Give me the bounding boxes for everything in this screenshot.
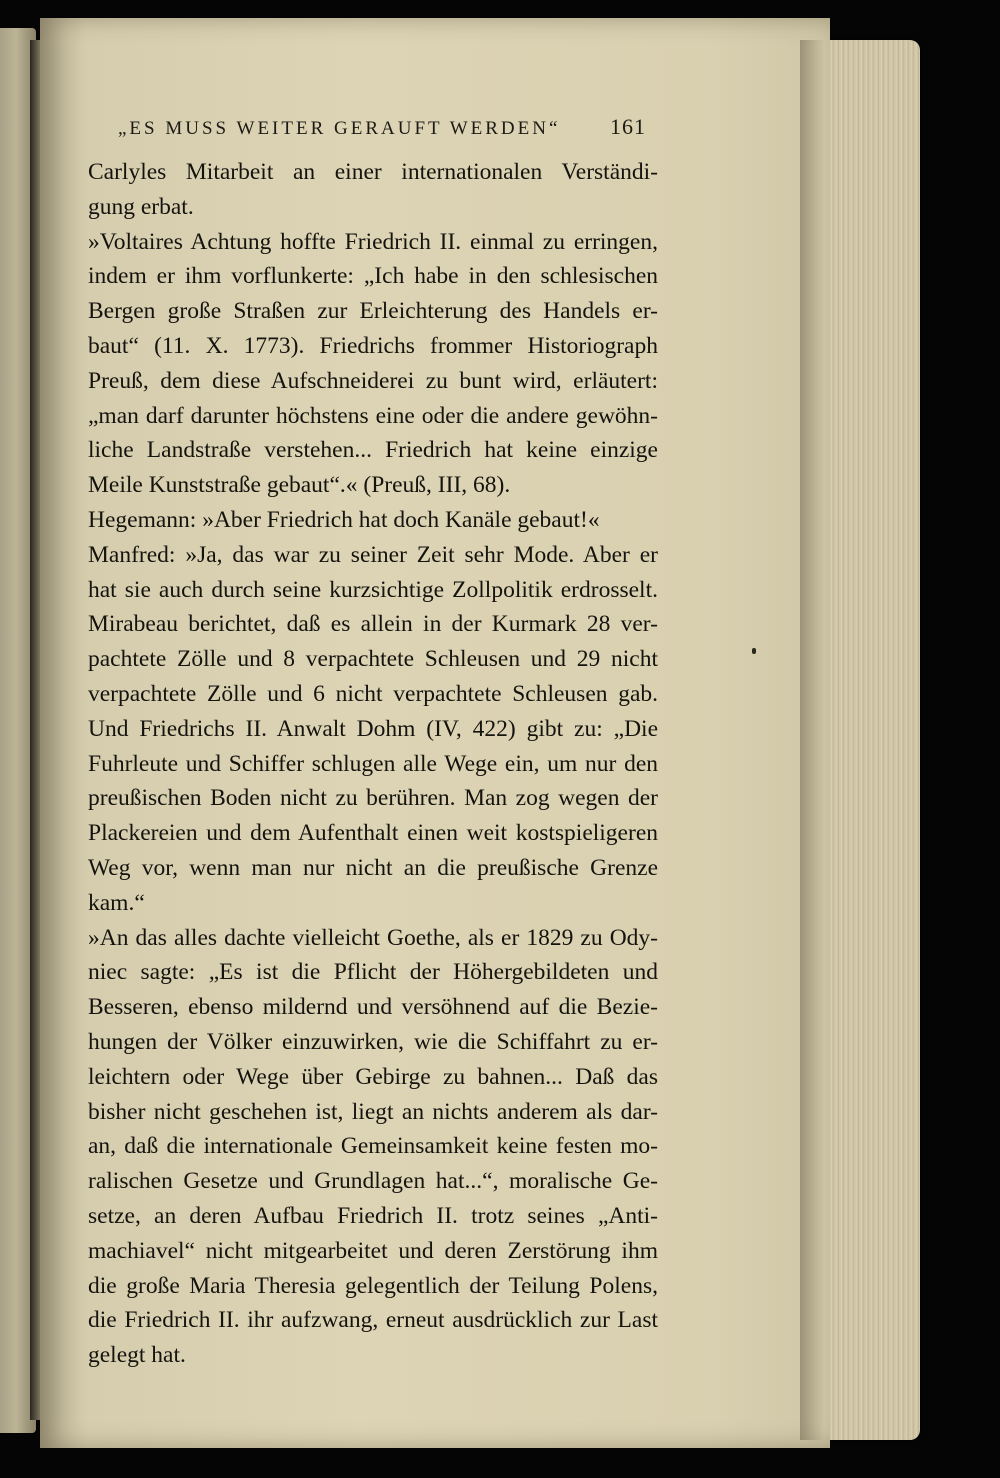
text-line: die Friedrich II. ihr aufzwang, erneut ausdrücklich zur Last [88,1307,658,1334]
body-text [88,155,658,1373]
text-line: ralischen Gesetze und Grundlagen hat...“, moralische Ge- [88,1168,658,1195]
text-line: Mirabeau berichtet, daß es allein in der Kurmark 28 ver- [88,611,658,638]
text-line: Manfred: »Ja, das war zu seiner Zeit sehr Mode. Aber er [88,541,658,568]
page-number: 161 [610,114,646,139]
text-line: setze, an deren Aufbau Friedrich II. trotz seines „Anti- [88,1202,658,1229]
text-line: indem er ihm vorflunkerte: „Ich habe in den schlesischen [88,263,658,290]
text-line: preußischen Boden nicht zu berühren. Man zog wegen der [88,785,658,812]
text-line: die große Maria Theresia gelegentlich der Teilung Polens, [88,1272,658,1299]
text-line: Hegemann: »Aber Friedrich hat doch Kanäle gebaut!« [88,506,600,533]
text-line: liche Landstraße verstehen... Friedrich hat keine einzige [88,437,658,464]
text-line: Bergen große Straßen zur Erleichterung des Handels er- [88,298,658,325]
text-line: gung erbat. [88,193,194,220]
text-line: Weg vor, wenn man nur nicht an die preußische Grenze [88,854,658,881]
text-line: Meile Kunststraße gebaut“.« (Preuß, III, 68). [88,472,511,499]
text-line: baut“ (11. X. 1773). Friedrichs frommer Historiograph [88,332,658,359]
text-line: Preuß, dem diese Aufschneiderei zu bunt wird, erläutert: [88,367,658,394]
text-line: »Voltaires Achtung hoffte Friedrich II. einmal zu erringen, [88,228,658,255]
text-line: hungen der Völker einzuwirken, wie die Schiffahrt zu er- [88,1028,658,1055]
page-edge-shadow [800,40,824,1440]
text-line: kam.“ [88,889,145,916]
running-head-title: „ES MUSS WEITER GERAUFT WERDEN“ [118,118,561,139]
text-line: leichtern oder Wege über Gebirge zu bahnen... Daß das [88,1063,658,1090]
text-line: Und Friedrichs II. Anwalt Dohm (IV, 422) gibt zu: „Die [88,715,658,742]
text-line: hat sie auch durch seine kurzsichtige Zollpolitik erdrosselt. [88,576,658,603]
text-line: verpachtete Zölle und 6 nicht verpachtete Schleusen gab. [88,680,658,707]
text-line: »An das alles dachte vielleicht Goethe, als er 1829 zu Ody- [88,924,658,951]
text-line: „man darf darunter höchstens eine oder die andere gewöhn- [88,402,658,429]
running-header [118,114,646,140]
text-line: bisher nicht geschehen ist, liegt an nichts anderem als dar- [88,1098,658,1125]
text-line: gelegt hat. [88,1342,186,1369]
text-line: pachtete Zölle und 8 verpachtete Schleusen und 29 nicht [88,646,658,673]
text-line: Fuhrleute und Schiffer schlugen alle Wege ein, um nur den [88,750,658,777]
text-line: machiavel“ nicht mitgearbeitet und deren Zerstörung ihm [88,1237,658,1264]
text-line: Plackereien und dem Aufenthalt einen weit kostspieligeren [88,820,658,847]
text-line: Carlyles Mitarbeit an einer internationalen Verständi- [88,159,658,185]
text-line: an, daß die internationale Gemeinsamkeit keine festen mo- [88,1133,658,1160]
margin-speck [752,648,756,654]
text-line: Besseren, ebenso mildernd und versöhnend auf die Bezie- [88,994,658,1021]
text-line: niec sagte: „Es ist die Pflicht der Höhergebildeten und [88,959,658,986]
